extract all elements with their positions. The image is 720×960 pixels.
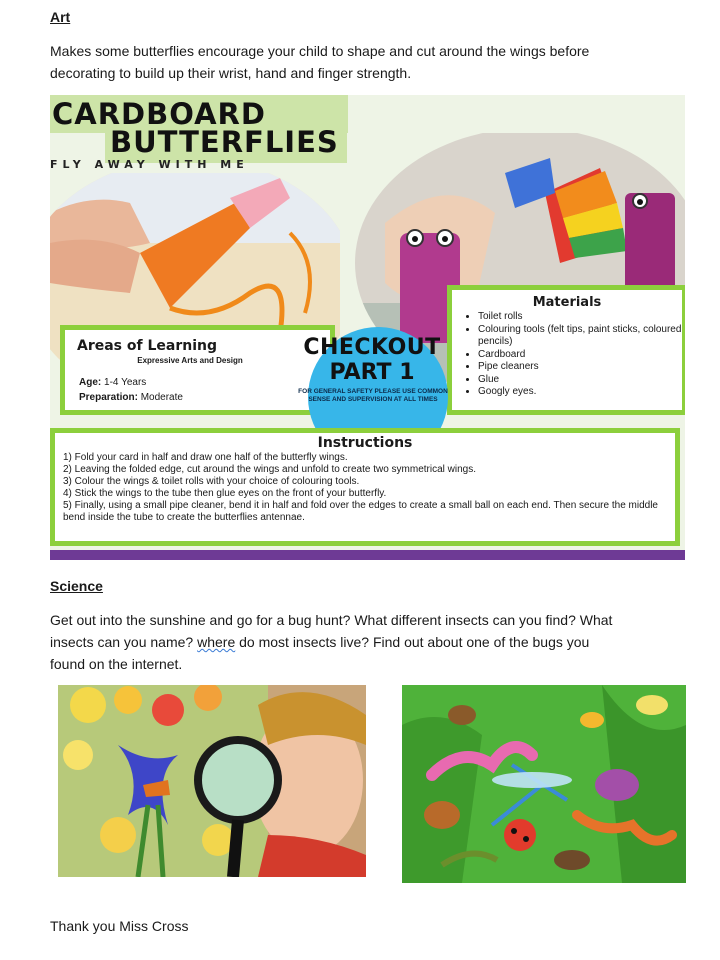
science-line-2a: insects can you name? — [50, 634, 198, 650]
age-line — [79, 377, 146, 388]
materials-title: Materials — [532, 295, 602, 310]
materials-list — [462, 311, 682, 399]
poster-title-line-2: BUTTERFLIES — [110, 125, 339, 159]
science-line-1: Get out into the sunshine and go for a bug hunt? What different insects can you find? What — [50, 612, 613, 628]
instruction-step: 4) Stick the wings to the tube then glue eyes on the front of your butterfly. — [63, 488, 387, 499]
instructions-box — [50, 428, 680, 546]
cardboard-butterflies-poster — [50, 95, 685, 560]
materials-item: • Googly eyes. — [478, 386, 682, 399]
safety-note: FOR GENERAL SAFETY PLEASE USE COMMON SENSE AND SUPERVISION AT ALL TIMES — [298, 388, 448, 403]
instructions-title: Instructions — [317, 435, 413, 451]
checkout-line-1: CHECKOUT — [303, 335, 441, 360]
materials-item: • Toilet rolls — [478, 311, 682, 324]
materials-item: • Pipe cleaners — [478, 361, 682, 374]
checkout-line-2: PART 1 — [329, 360, 415, 385]
materials-item: • Colouring tools (felt tips, paint sticks, coloured pencils) — [478, 324, 682, 349]
science-line-2b: do most insects live? Find out about one of the bugs you — [235, 634, 590, 650]
instruction-step: 2) Leaving the folded edge, cut around the wings and unfold to create two symmetrical wings. — [63, 464, 477, 475]
instruction-step: 5) Finally, using a small pipe cleaner, bend it in half and fold over the edges to create a small ball on each end. Then secure the middle bend inside the tube to create the butterflies antennae. — [63, 500, 658, 523]
materials-box — [447, 285, 685, 415]
art-line-2: decorating to build up their wrist, hand and finger strength. — [50, 65, 412, 81]
instruction-step: 1) Fold your card in half and draw one half of the butterfly wings. — [63, 452, 348, 463]
preparation-label: Preparation: — [79, 392, 138, 403]
art-line-1: Makes some butterflies encourage your child to shape and cut around the wings before — [50, 43, 590, 59]
science-heading: Science — [50, 578, 103, 594]
preparation-line — [79, 392, 183, 403]
poster-footer-bar — [50, 550, 685, 560]
cartoon-insects-illustration — [402, 685, 686, 883]
areas-title: Areas of Learning — [77, 338, 217, 354]
age-label: Age: — [79, 377, 102, 388]
instructions-list — [63, 452, 673, 524]
age-value: 1-4 Years — [104, 377, 147, 388]
poster-title-line-1: CARDBOARD — [52, 97, 266, 131]
areas-subtitle: Expressive Arts and Design — [137, 356, 243, 365]
science-paragraph — [50, 609, 700, 675]
materials-item: • Glue — [478, 374, 682, 387]
science-line-3: found on the internet. — [50, 656, 183, 672]
materials-item: • Cardboard — [478, 349, 682, 362]
art-heading: Art — [50, 9, 71, 25]
art-paragraph — [50, 40, 700, 84]
spellcheck-word: where — [197, 634, 236, 650]
sign-off: Thank you Miss Cross — [50, 918, 189, 934]
magnifying-glass-photo — [58, 685, 366, 877]
poster-tagline: FLY AWAY WITH ME — [50, 158, 249, 171]
science-line-2 — [50, 631, 700, 653]
instruction-step: 3) Colour the wings & toilet rolls with your choice of colouring tools. — [63, 476, 360, 487]
preparation-value: Moderate — [140, 392, 183, 403]
